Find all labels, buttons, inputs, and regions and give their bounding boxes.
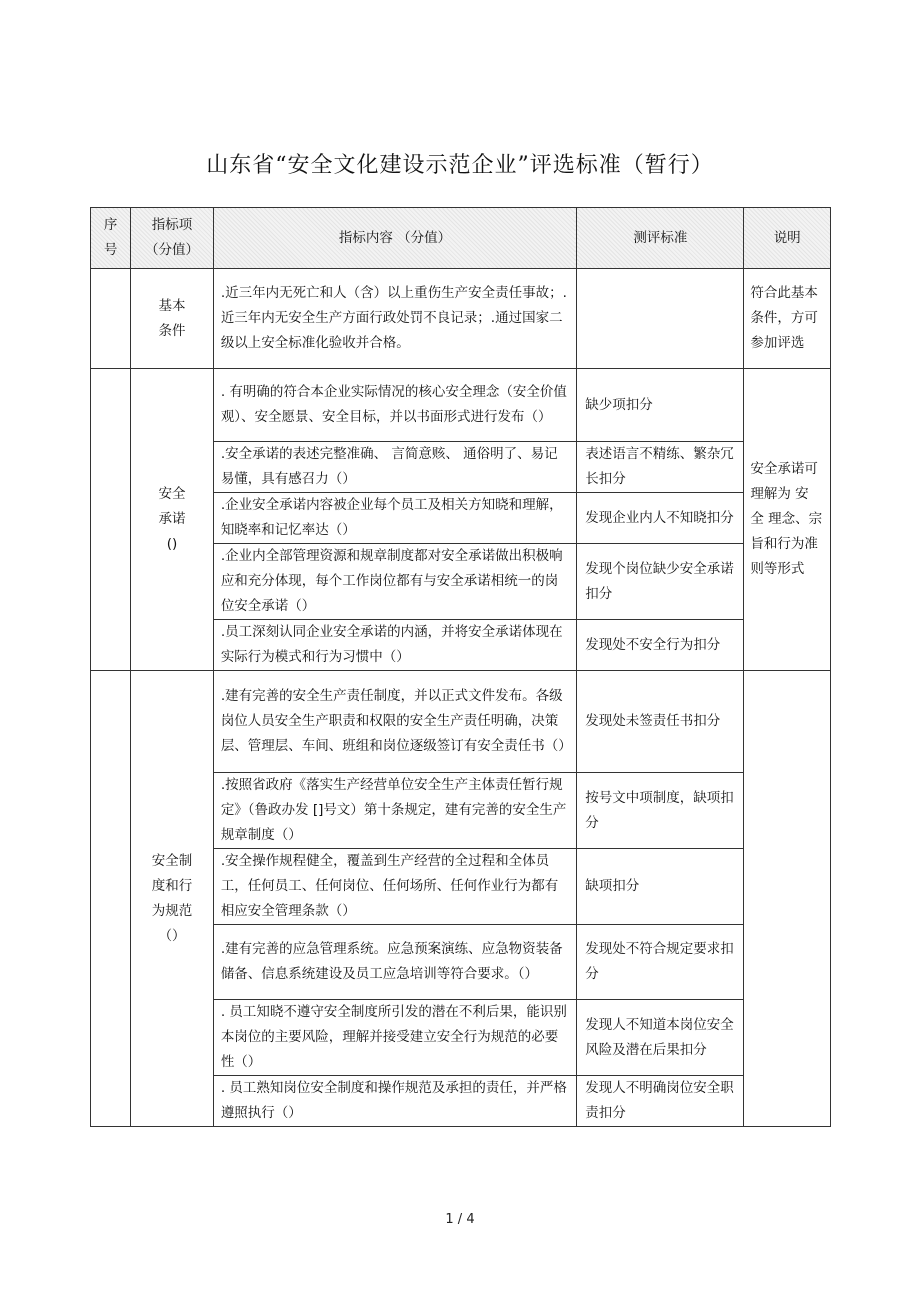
page-number: 1 / 4	[445, 1212, 475, 1227]
note-cell: 安全承诺可理解为 安 全 理念、宗旨和行为准则等形式	[744, 369, 831, 671]
content-cell: . 有明确的符合本企业实际情况的核心安全理念（安全价值观）、安全愿景、安全目标，并以书面形式进行发布（）	[213, 369, 576, 442]
content-cell: .安全承诺的表述完整准确、 言简意赅、 通俗明了、易记易懂，具有感召力（）	[213, 442, 576, 493]
content-cell: .企业安全承诺内容被企业每个员工及相关方知晓和理解，知晓率和记忆率达（）	[213, 493, 576, 544]
header-content: 指标内容 （分值）	[213, 208, 576, 269]
standard-cell: 发现企业内人不知晓扣分	[577, 493, 744, 544]
content-cell: .近三年内无死亡和人（含）以上重伤生产安全责任事故；.近三年内无安全生产方面行政处罚不良记录；.通过国家二级以上安全标准化验收并合格。	[213, 269, 576, 369]
indicator-cell: 基本 条件	[131, 269, 214, 369]
table-row	[91, 671, 831, 773]
page-title: 山东省“安全文化建设示范企业”评选标准（暂行）	[206, 153, 714, 178]
standard-cell: 发现处不安全行为扣分	[577, 620, 744, 671]
note-cell: 符合此基本条件，方可参加评选	[744, 269, 831, 369]
content-cell: .建有完善的应急管理系统。应急预案演练、应急物资装备储备、信息系统建设及员工应急培训等符合要求。（）	[213, 925, 576, 1000]
table-row	[91, 369, 831, 442]
content-cell: .建有完善的安全生产责任制度，并以正式文件发布。各级岗位人员安全生产职责和权限的安全生产责任明确，决策层、管理层、车间、班组和岗位逐级签订有安全责任书（）	[213, 671, 576, 773]
content-cell: .企业内全部管理资源和规章制度都对安全承诺做出积极响应和充分体现，每个工作岗位都有与安全承诺相统一的岗位安全承诺（）	[213, 544, 576, 620]
standard-cell: 发现人不明确岗位安全职责扣分	[577, 1076, 744, 1127]
table-row	[91, 269, 831, 369]
criteria-table	[90, 207, 831, 1127]
seq-cell	[91, 671, 131, 1127]
table-header-row	[91, 208, 831, 269]
seq-cell	[91, 269, 131, 369]
indicator-cell: 安全制 度和行 为规范 （）	[131, 671, 214, 1127]
standard-cell: 缺少项扣分	[577, 369, 744, 442]
standard-cell: 按号文中项制度，缺项扣分	[577, 773, 744, 849]
standard-cell	[577, 269, 744, 369]
seq-cell	[91, 369, 131, 671]
standard-cell: 表述语言不精练、繁杂冗长扣分	[577, 442, 744, 493]
content-cell: . 员工知晓不遵守安全制度所引发的潜在不利后果，能识别本岗位的主要风险，理解并接受建立安全行为规范的必要性（）	[213, 1000, 576, 1076]
content-cell: .按照省政府《落实生产经营单位安全生产主体责任暂行规定》（鲁政办发 []号文）第十条规定，建有完善的安全生产规章制度（）	[213, 773, 576, 849]
header-seq: 序 号	[91, 208, 131, 269]
standard-cell: 发现处未签责任书扣分	[577, 671, 744, 773]
note-cell	[744, 671, 831, 1127]
standard-cell: 发现处不符合规定要求扣分	[577, 925, 744, 1000]
content-cell: .员工深刻认同企业安全承诺的内涵，并将安全承诺体现在实际行为模式和行为习惯中（）	[213, 620, 576, 671]
standard-cell: 缺项扣分	[577, 849, 744, 925]
standard-cell: 发现人不知道本岗位安全风险及潜在后果扣分	[577, 1000, 744, 1076]
content-cell: . 员工熟知岗位安全制度和操作规范及承担的责任，并严格遵照执行（）	[213, 1076, 576, 1127]
header-standard: 测评标准	[577, 208, 744, 269]
header-indicator: 指标项 （分值）	[131, 208, 214, 269]
indicator-cell: 安全 承诺 ()	[131, 369, 214, 671]
header-note: 说明	[744, 208, 831, 269]
content-cell: .安全操作规程健全，覆盖到生产经营的全过程和全体员工，任何员工、任何岗位、任何场所、任何作业行为都有相应安全管理条款（）	[213, 849, 576, 925]
standard-cell: 发现个岗位缺少安全承诺扣分	[577, 544, 744, 620]
